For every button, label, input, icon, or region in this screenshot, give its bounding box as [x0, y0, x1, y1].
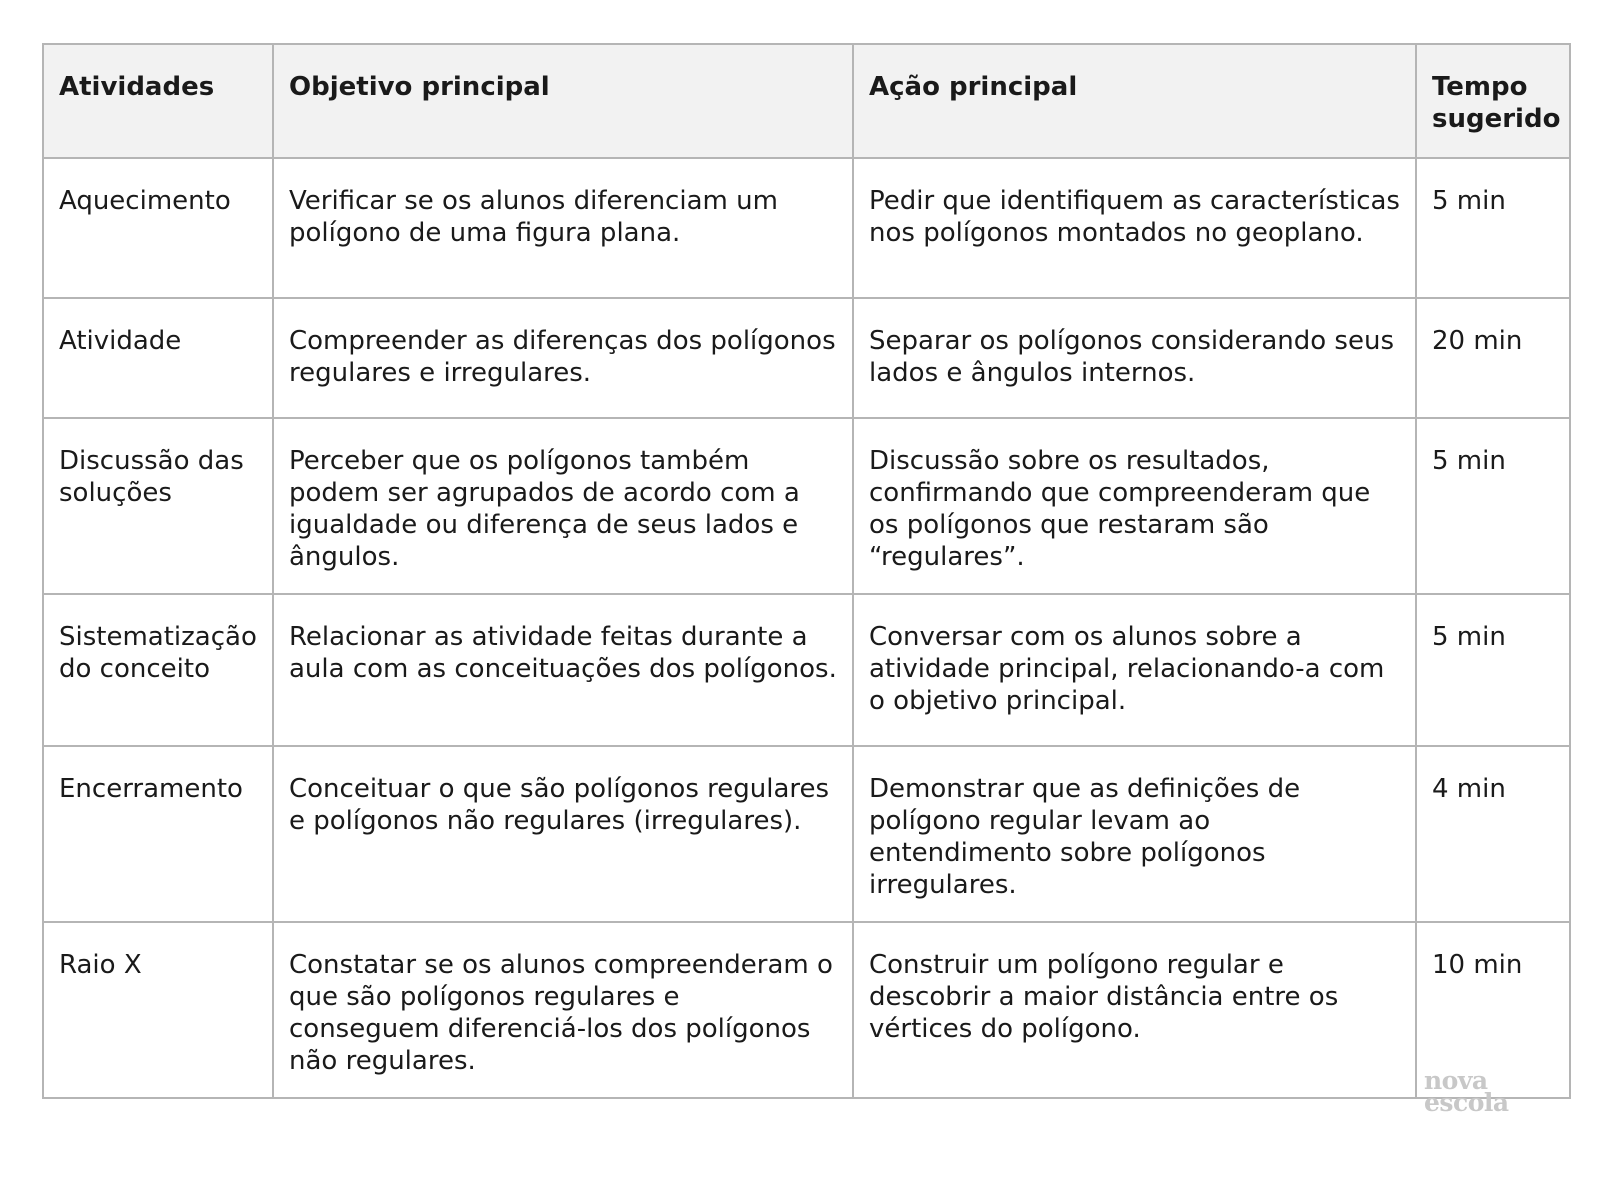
cell-atividade: Raio X — [43, 922, 273, 1098]
header-tempo-sugerido: Tempo sugerido — [1416, 44, 1570, 158]
cell-tempo: 10 min — [1416, 922, 1570, 1098]
cell-tempo: 20 min — [1416, 298, 1570, 418]
cell-objetivo: Relacionar as atividade feitas durante a aula com as conceituações dos polígonos. — [273, 594, 853, 746]
cell-objetivo: Conceituar o que são polígonos regulares e polígonos não regulares (irregulares). — [273, 746, 853, 922]
lesson-plan-table — [42, 43, 1571, 1099]
table-row — [43, 298, 1570, 418]
cell-tempo: 5 min — [1416, 418, 1570, 594]
cell-atividade: Encerramento — [43, 746, 273, 922]
cell-acao: Demonstrar que as definições de polígono regular levam ao entendimento sobre polígonos irregulares. — [853, 746, 1416, 922]
logo-line-1: nova — [1424, 1066, 1488, 1095]
cell-acao: Conversar com os alunos sobre a atividade principal, relacionando-a com o objetivo principal. — [853, 594, 1416, 746]
cell-objetivo: Verificar se os alunos diferenciam um polígono de uma figura plana. — [273, 158, 853, 298]
cell-atividade: Discussão das soluções — [43, 418, 273, 594]
table-row — [43, 746, 1570, 922]
table-row — [43, 158, 1570, 298]
table-row — [43, 418, 1570, 594]
cell-acao: Pedir que identifiquem as características nos polígonos montados no geoplano. — [853, 158, 1416, 298]
table-header-row — [43, 44, 1570, 158]
cell-objetivo: Constatar se os alunos compreenderam o que são polígonos regulares e conseguem diferenciá-los dos polígonos não regulares. — [273, 922, 853, 1098]
cell-atividade: Atividade — [43, 298, 273, 418]
nova-escola-logo — [1424, 1066, 1509, 1117]
table-row — [43, 922, 1570, 1098]
header-atividades: Atividades — [43, 44, 273, 158]
cell-atividade: Sistematização do conceito — [43, 594, 273, 746]
cell-tempo: 5 min — [1416, 594, 1570, 746]
header-objetivo-principal: Objetivo principal — [273, 44, 853, 158]
header-acao-principal: Ação principal — [853, 44, 1416, 158]
cell-acao: Discussão sobre os resultados, confirmando que compreenderam que os polígonos que restaram são “regulares”. — [853, 418, 1416, 594]
cell-acao: Construir um polígono regular e descobrir a maior distância entre os vértices do polígono. — [853, 922, 1416, 1098]
cell-tempo: 4 min — [1416, 746, 1570, 922]
cell-objetivo: Perceber que os polígonos também podem ser agrupados de acordo com a igualdade ou diferença de seus lados e ângulos. — [273, 418, 853, 594]
table-row — [43, 594, 1570, 746]
logo-line-2: escola — [1424, 1088, 1509, 1117]
cell-tempo: 5 min — [1416, 158, 1570, 298]
cell-acao: Separar os polígonos considerando seus lados e ângulos internos. — [853, 298, 1416, 418]
cell-objetivo: Compreender as diferenças dos polígonos regulares e irregulares. — [273, 298, 853, 418]
cell-atividade: Aquecimento — [43, 158, 273, 298]
